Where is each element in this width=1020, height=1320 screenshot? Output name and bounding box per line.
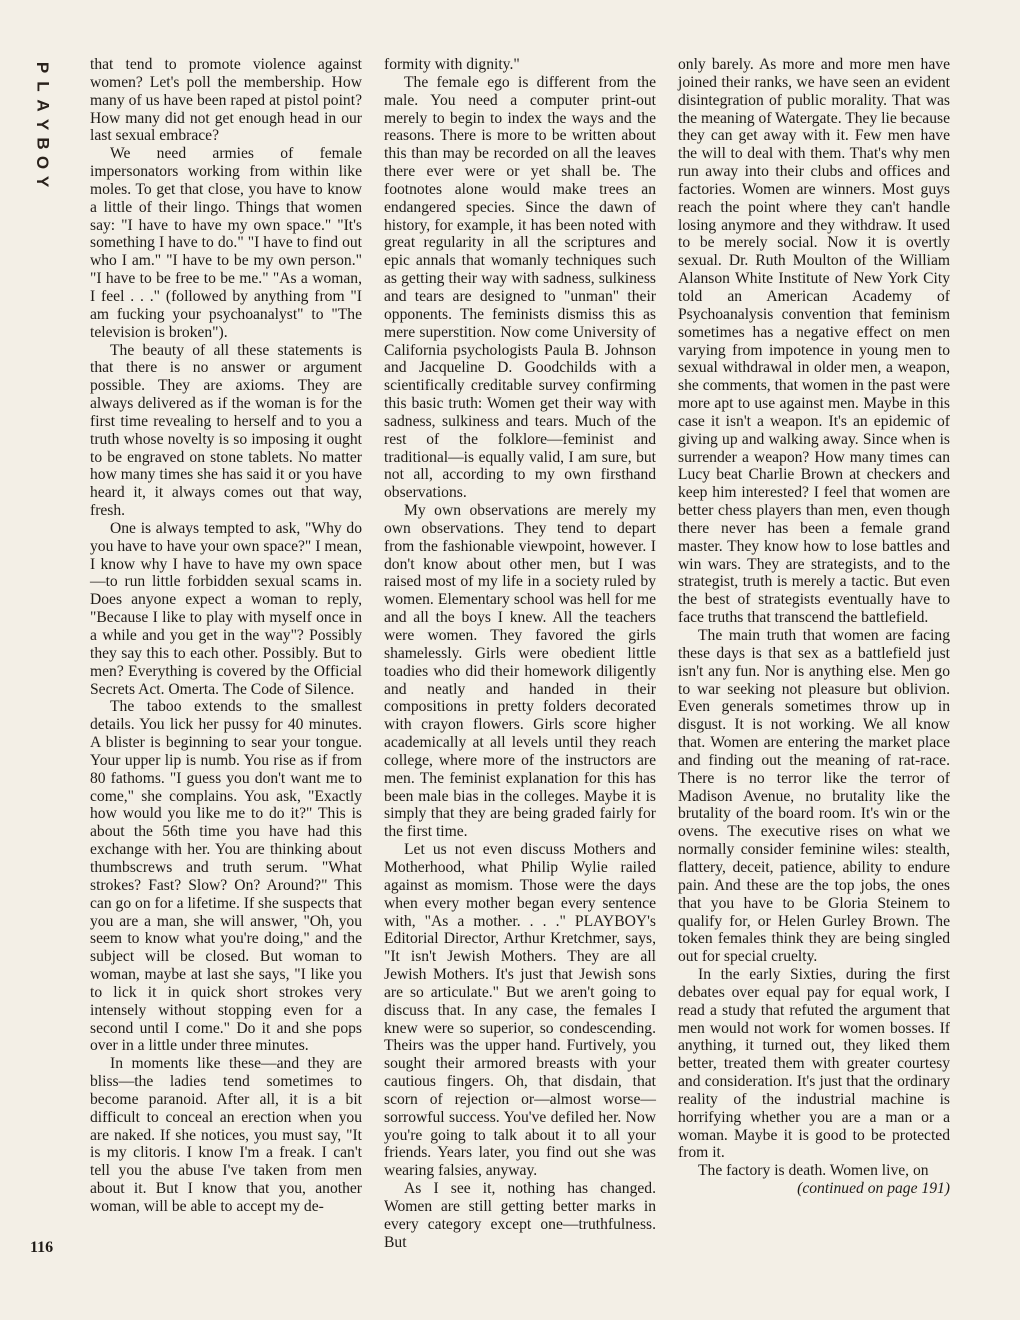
paragraph: As I see it, nothing has changed. Women are still getting better marks in every category except one—truthfulness. But (384, 1180, 656, 1251)
paragraph: The main truth that women are facing these days is that sex as a battlefield just isn't any fun. Nor is anything else. Men go to war seeking not pleasure but oblivion. Even generals sometimes throw up in disgust. It is not working. We all know that. Women are entering the market place and finding out the meaning of rat-race. There is no terror like the terror of Madison Avenue, no brutality like the brutality of the board room. It's win or the ovens. The executive rises on what we normally consider feminine wiles: stealth, flattery, deceit, patience, ability to endure pain. And these are the top jobs, the ones that you have to be Gloria Steinem to qualify for, or Helen Gurley Brown. The token females think they are being singled out for special cruelty. (678, 627, 950, 966)
paragraph: The taboo extends to the smallest details. You lick her pussy for 40 minutes. A blister is beginning to sear your tongue. Your upper lip is numb. You rise as if from 80 fathoms. "I guess you don't want me to come," she complains. You ask, "Exactly how would you like me to do it?" This is about the 56th time you have had this exchange with her. You are thinking about thumbscrews and truth serum. "What strokes? Fast? Slow? On? Around?" This can go on for a lifetime. If she suspects that you are a man, she will answer, "Oh, you seem to know what you're doing," and the subject will be closed. But woman to woman, maybe at last she says, "I like you to lick it in quick short strokes very intensely without stopping even for a second until I come." Do it and she pops over in a little under three minutes. (90, 698, 362, 1055)
paragraph: We need armies of female impersonators working from within like moles. To get that close, you have to know a little of their lingo. Things that women say: "I have to have my own space." "It's something I have to do." "I have to find out who I am." "I have to be my own person." "I have to be free to be me." "As a woman, I feel . . ." (followed by anything from "I am fucking your psychoanalyst" to "The television is broken"). (90, 145, 362, 341)
masthead-letter: Y (33, 175, 53, 188)
continued-note: (continued on page 191) (797, 1180, 950, 1198)
paragraph: The factory is death. Women live, on (698, 1162, 929, 1180)
text-column-1 (90, 56, 362, 1216)
text-column-3 (678, 56, 950, 1198)
paragraph: formity with dignity." (384, 56, 520, 73)
masthead-letter: B (33, 137, 53, 150)
page-number: 116 (30, 1239, 54, 1256)
playboy-masthead (30, 58, 56, 191)
paragraph: Let us not even discuss Mothers and Motherhood, what Philip Wylie railed against as momism. Those were the days when every mother began every sentence with, "As a mother. . . ." PLAYBOY's Editorial Director, Arthur Kretchmer, says, "It isn't Jewish Mothers. They are all Jewish Mothers. It's just that Jewish sons are so articulate." But we aren't going to discuss that. In any case, the females I knew were so superior, so condescending. Theirs was the upper hand. Furtively, you sought their armored breasts with your cautious fingers. Oh, that disdain, that scorn of rejection or—almost worse—sorrowful success. You've defiled her. Now you're going to talk about it to all your friends. Years later, you find out she was wearing falsies, anyway. (384, 841, 656, 1180)
masthead-letter: L (33, 81, 53, 92)
paragraph: only barely. As more and more men have joined their ranks, we have seen an evident disintegration of public morality. That was the meaning of Watergate. They lie because they can get away with it. Few men have the will to deal with them. That's why men run away into their clubs and offices and factories. Women are winners. Most guys reach the point where they can't handle losing anymore and they withdraw. It used to be merely social. Now it is overtly sexual. Dr. Ruth Moulton of the William Alanson White Institute of New York City told an American Academy of Psychoanalysis convention that feminism sometimes has a negative effect on men varying from impotence in young men to sexual withdrawal in older men, a weapon, she comments, that women in the past were more apt to use against men. Maybe in this case it isn't a weapon. It's an epidemic of giving up and walking away. Since when is surrender a weapon? How many times can Lucy beat Charlie Brown at checkers and keep him interested? I feel that women are better chess players than men, even though there never has been a female grand master. They know how to lose battles and win wars. They are strategists, and to the strategist, truth is merely a tactic. But even the best of strategists eventually have to face truths that transcend the battlefield. (678, 56, 950, 627)
paragraph: One is always tempted to ask, "Why do you have to have your own space?" I mean, I know why I have to have my own space—to run little forbidden sexual scams in. Does anyone expect a woman to reply, "Because I like to play with myself once in a while and you get in the way"? Possibly they say this to each other. Possibly. But to men? Everything is covered by the Official Secrets Act. Omerta. The Code of Silence. (90, 519, 362, 698)
paragraph: that tend to promote violence against women? Let's poll the membership. How many of us have been raped at pistol point? How many did not get enough head in our last sexual embrace? (90, 56, 362, 145)
paragraph: The beauty of all these statements is that there is no answer or argument possible. They are axioms. They are always delivered as if the woman is for the first time revealing to herself and to you a truth whose novelty is so imposing it ought to be engraved on stone tablets. No matter how many times she has said it or you have heard it, it always comes out that way, fresh. (90, 341, 362, 520)
masthead-letter: P (33, 61, 53, 74)
paragraph: My own observations are merely my own observations. They tend to depart from the fashionable viewpoint, however. I don't know about other men, but I was raised most of my life in a society ruled by women. Elementary school was hell for me and all the boys I knew. All the teachers were women. They favored the girls shamelessly. Girls were obedient little toadies who did their homework diligently and neatly and handed in their compositions in pretty folders decorated with crayon flowers. Girls score higher academically at all levels until they reach college, where more of the instructors are men. The feminist explanation for this has been male bias in the colleges. Maybe it is simply that they are being graded fairly for the first time. (384, 502, 656, 841)
paragraph: In the early Sixties, during the first debates over equal pay for equal work, I read a study that refuted the argument that men would not work for women bosses. If anything, it turned out, they liked them better, treated them with greater courtesy and consideration. It's just that the ordinary reality of the industrial machine is horrifying whether you are a man or a woman. Maybe it is good to be protected from it. (678, 966, 950, 1162)
masthead-letter: A (33, 99, 53, 112)
paragraph: In moments like these—and they are bliss—the ladies tend sometimes to become paranoid. After all, it is a bit difficult to conceal an erection when you are naked. If she notices, you must say, "It is my clitoris. I know I'm a freak. I can't tell you the abuse I've taken from men about it. But I know that you, another woman, will be able to accept my de- (90, 1055, 362, 1215)
masthead-letter: O (33, 155, 53, 170)
text-column-2 (384, 56, 656, 1252)
paragraph: The female ego is different from the male. You need a computer print-out merely to begin to index the ways and the reasons. There is more to be written about this than may be recorded on all the leaves there ever were or yet shall be. The footnotes alone would make trees an endangered species. Since the dawn of history, for example, it has been noted with great regularity in all the scriptures and epic annals that womanly techniques such as getting their way with sadness, sulkiness and tears are designed to "unman" their opponents. The feminists dismiss this as mere superstition. Now come University of California psychologists Paula B. Johnson and Jacqueline D. Goodchilds with a scientifically creditable survey confirming this basic truth: Women get their way with sadness, sulkiness and tears. Much of the rest of the folklore—feminist and traditional—is equally valid, I am sure, but not all, according to my own firsthand observations. (384, 73, 656, 502)
masthead-letter: Y (33, 118, 53, 131)
